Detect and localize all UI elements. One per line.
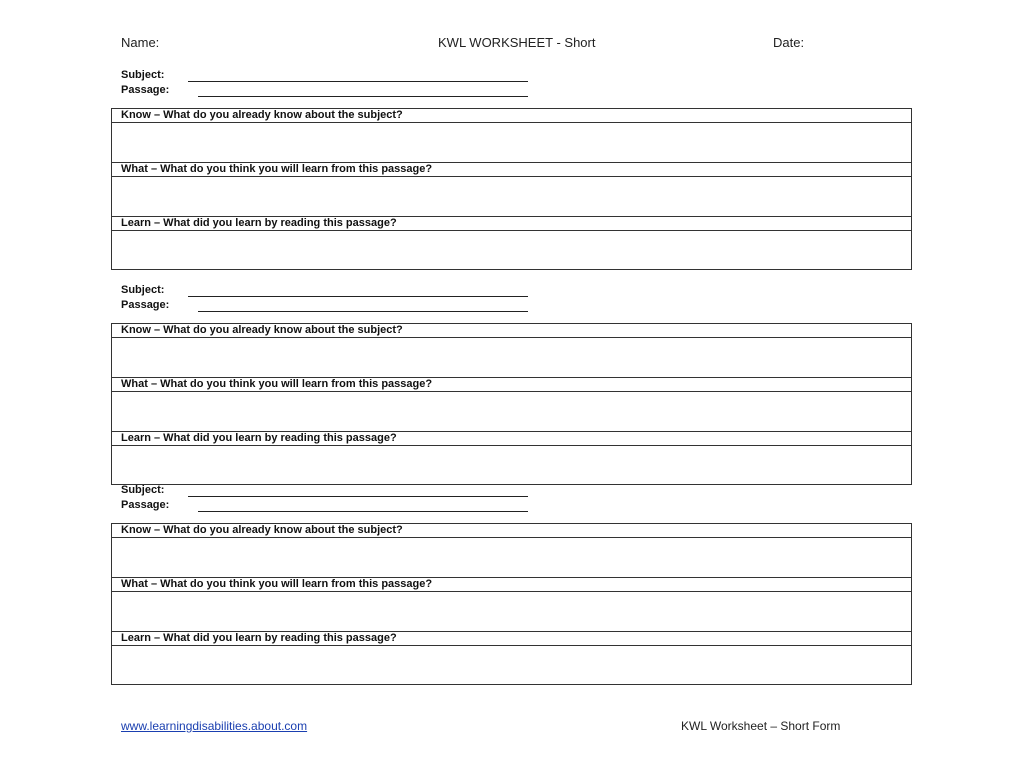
passage-line[interactable]: [198, 311, 528, 312]
subject-label: Subject:: [121, 69, 165, 81]
learn-prompt: Learn – What did you learn by reading this passage?: [112, 632, 911, 646]
kwl-table: [111, 323, 912, 485]
passage-line[interactable]: [198, 96, 528, 97]
footer-website-link[interactable]: www.learningdisabilities.about.com: [121, 719, 308, 733]
date-label: Date:: [773, 35, 805, 50]
kwl-table: [111, 523, 912, 685]
learn-prompt: Learn – What did you learn by reading this passage?: [112, 217, 911, 231]
what-answer-box[interactable]: [112, 392, 911, 432]
passage-label: Passage:: [121, 299, 170, 311]
what-prompt: What – What do you think you will learn from this passage?: [112, 578, 911, 592]
know-prompt: Know – What do you already know about the subject?: [112, 524, 911, 538]
subject-line[interactable]: [188, 296, 528, 297]
what-prompt: What – What do you think you will learn from this passage?: [112, 378, 911, 392]
subject-field[interactable]: [121, 284, 541, 298]
subject-field[interactable]: [121, 484, 541, 498]
kwl-table: [111, 108, 912, 270]
worksheet-title: KWL WORKSHEET - Short: [438, 35, 596, 50]
subject-line[interactable]: [188, 496, 528, 497]
passage-field[interactable]: [121, 299, 541, 313]
know-prompt: Know – What do you already know about the subject?: [112, 324, 911, 338]
subject-field[interactable]: [121, 69, 541, 83]
what-prompt: What – What do you think you will learn from this passage?: [112, 163, 911, 177]
subject-label: Subject:: [121, 484, 165, 496]
learn-answer-box[interactable]: [112, 446, 911, 484]
subject-line[interactable]: [188, 81, 528, 82]
subject-label: Subject:: [121, 284, 165, 296]
learn-prompt: Learn – What did you learn by reading this passage?: [112, 432, 911, 446]
what-answer-box[interactable]: [112, 177, 911, 217]
passage-label: Passage:: [121, 84, 170, 96]
know-answer-box[interactable]: [112, 338, 911, 378]
know-answer-box[interactable]: [112, 123, 911, 163]
passage-label: Passage:: [121, 499, 170, 511]
name-label: Name:: [121, 35, 160, 50]
know-prompt: Know – What do you already know about the subject?: [112, 109, 911, 123]
what-answer-box[interactable]: [112, 592, 911, 632]
learn-answer-box[interactable]: [112, 231, 911, 269]
know-answer-box[interactable]: [112, 538, 911, 578]
learn-answer-box[interactable]: [112, 646, 911, 684]
passage-line[interactable]: [198, 511, 528, 512]
passage-field[interactable]: [121, 84, 541, 98]
passage-field[interactable]: [121, 499, 541, 513]
footer-form-label: KWL Worksheet – Short Form: [681, 719, 841, 733]
